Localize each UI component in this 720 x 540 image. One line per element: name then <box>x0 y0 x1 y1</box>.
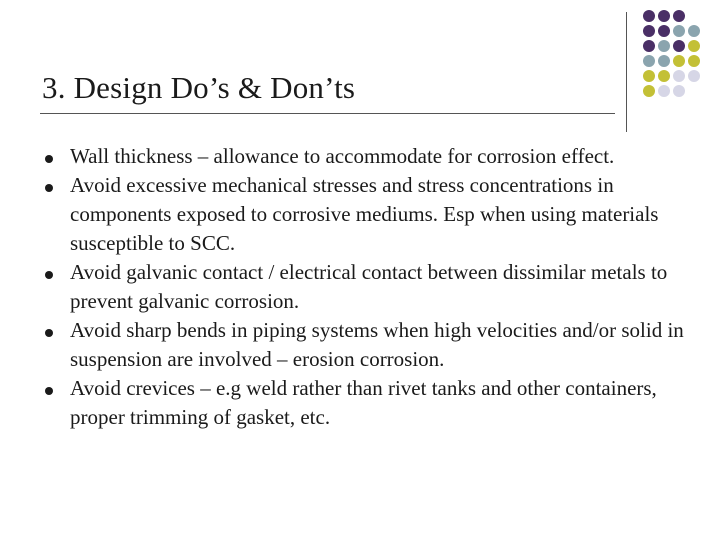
bullet-item <box>42 142 692 171</box>
vertical-divider <box>626 12 627 132</box>
decorative-dot <box>643 55 655 67</box>
bullet-dot-icon <box>45 271 53 279</box>
decorative-dot <box>658 55 670 67</box>
bullet-dot-icon <box>45 184 53 192</box>
bullet-text: Avoid excessive mechanical stresses and stress concentrations in components exposed to corrosive mediums. Esp when using materials susceptible to SCC. <box>70 173 659 255</box>
decorative-dot <box>643 40 655 52</box>
bullet-dot-icon <box>45 155 53 163</box>
bullet-text: Avoid crevices – e.g weld rather than rivet tanks and other containers, proper trimming of gasket, etc. <box>70 376 657 429</box>
title-underline <box>40 113 615 114</box>
slide-title: 3. Design Do’s & Don’ts <box>42 70 356 105</box>
bullet-dot-icon <box>45 387 53 395</box>
decorative-dot <box>673 70 685 82</box>
decorative-dot <box>643 85 655 97</box>
decorative-dot <box>673 85 685 97</box>
decorative-dot <box>658 70 670 82</box>
decorative-dot <box>673 10 685 22</box>
bullet-item <box>42 258 692 316</box>
bullet-item <box>42 316 692 374</box>
decorative-dot <box>673 40 685 52</box>
bullet-item <box>42 171 692 258</box>
decorative-dot <box>688 40 700 52</box>
decorative-dot <box>673 55 685 67</box>
decorative-dot <box>658 40 670 52</box>
decorative-dot <box>643 70 655 82</box>
bullet-text: Wall thickness – allowance to accommodate for corrosion effect. <box>70 144 615 168</box>
decorative-dot-pattern <box>640 10 720 120</box>
decorative-dot <box>658 25 670 37</box>
decorative-dot <box>643 10 655 22</box>
decorative-dot <box>658 10 670 22</box>
bullet-dot-icon <box>45 329 53 337</box>
decorative-dot <box>643 25 655 37</box>
bullet-item <box>42 374 692 432</box>
bullet-text: Avoid galvanic contact / electrical contact between dissimilar metals to prevent galvanic corrosion. <box>70 260 668 313</box>
bullet-text: Avoid sharp bends in piping systems when high velocities and/or solid in suspension are involved – erosion corrosion. <box>70 318 684 371</box>
decorative-dot <box>688 55 700 67</box>
decorative-dot <box>658 85 670 97</box>
decorative-dot <box>673 25 685 37</box>
decorative-dot <box>688 70 700 82</box>
decorative-dot <box>688 25 700 37</box>
bullet-list <box>42 142 692 432</box>
